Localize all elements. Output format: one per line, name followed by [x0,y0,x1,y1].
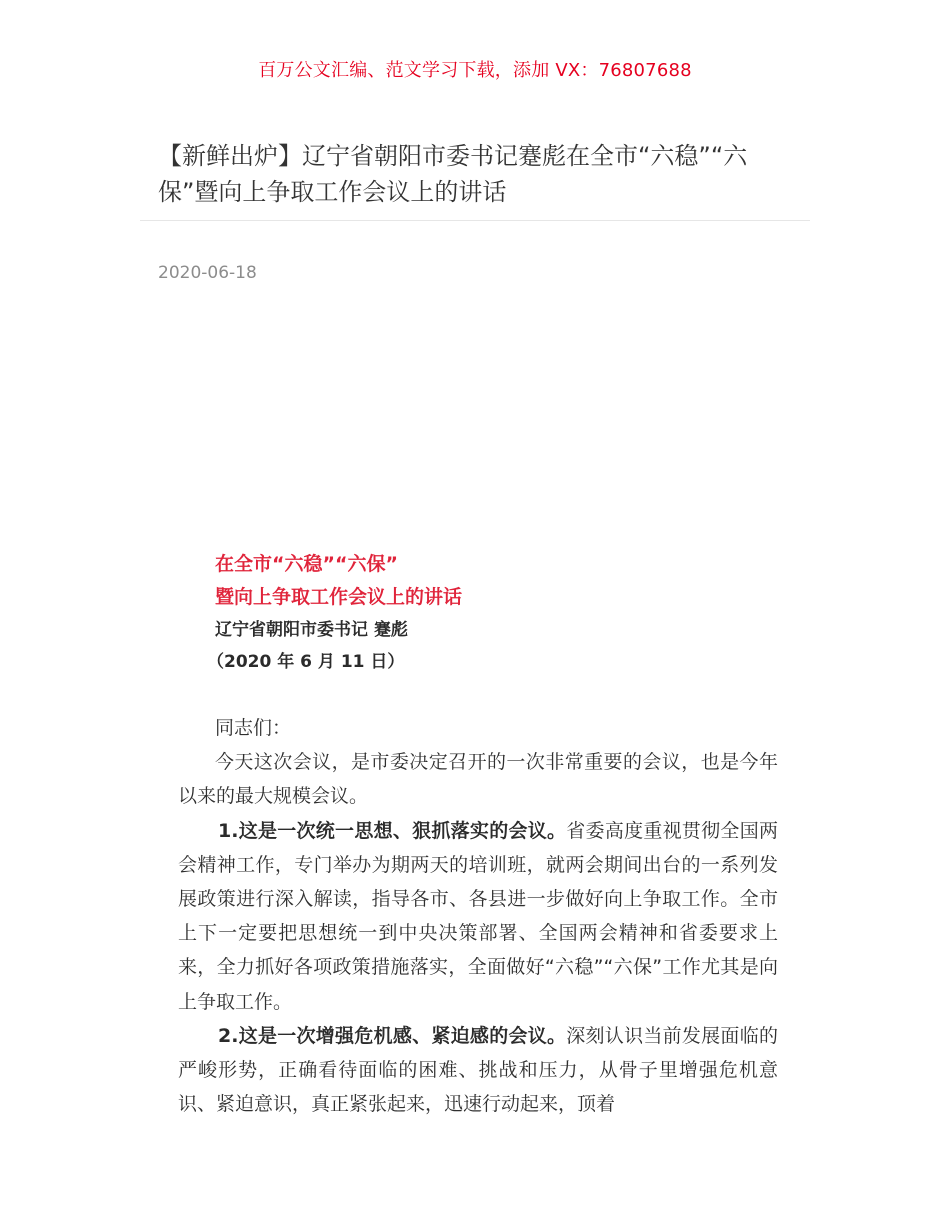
point-lead: 2.这是一次增强危机感、紧迫感的会议。 [218,1024,567,1047]
point-lead: 1.这是一次统一思想、狠抓落实的会议。 [218,819,567,842]
point-text: 深刻认识当前发展面临的严峻形势，正确看待面临的困难、挑战和压力，从骨子里增强危机意识、紧迫意识，真正紧张起来，迅速行动起来，顶着 [178,1024,778,1116]
point-text: 省委高度重视贯彻全国两会精神工作，专门举办为期两天的培训班，就两会期间出台的一系列发展政策进行深入解读，指导各市、各县进一步做好向上争取工作。全市上下一定要把思想统一到中央决策部署、全国两会精神和省委要求上来，全力抓好各项政策措施落实，全面做好“六稳”“六保”工作尤其是向上争取工作。 [178,819,778,1013]
point-paragraph [178,814,778,1019]
watermark-banner: 百万公文汇编、范文学习下载，添加 VX：76807688 [258,60,692,81]
intro-paragraph: 今天这次会议，是市委决定召开的一次非常重要的会议，也是今年以来的最大规模会议。 [178,751,778,808]
speech-headline-line2: 暨向上争取工作会议上的讲话 [215,586,463,608]
speech-body [178,711,778,1121]
speech-date: （2020 年 6 月 11 日） [207,652,405,672]
publish-date: 2020-06-18 [158,263,257,283]
speech-author: 辽宁省朝阳市委书记 蹇彪 [215,620,408,640]
greeting: 同志们： [215,717,292,739]
point-paragraph [178,1019,778,1122]
speech-header [207,548,775,678]
speech-headline-line1: 在全市“六稳”“六保” [215,553,398,575]
article-title: 【新鲜出炉】辽宁省朝阳市委书记蹇彪在全市“六稳”“六保”暨向上争取工作会议上的讲话 [158,142,748,206]
title-divider [140,220,810,221]
